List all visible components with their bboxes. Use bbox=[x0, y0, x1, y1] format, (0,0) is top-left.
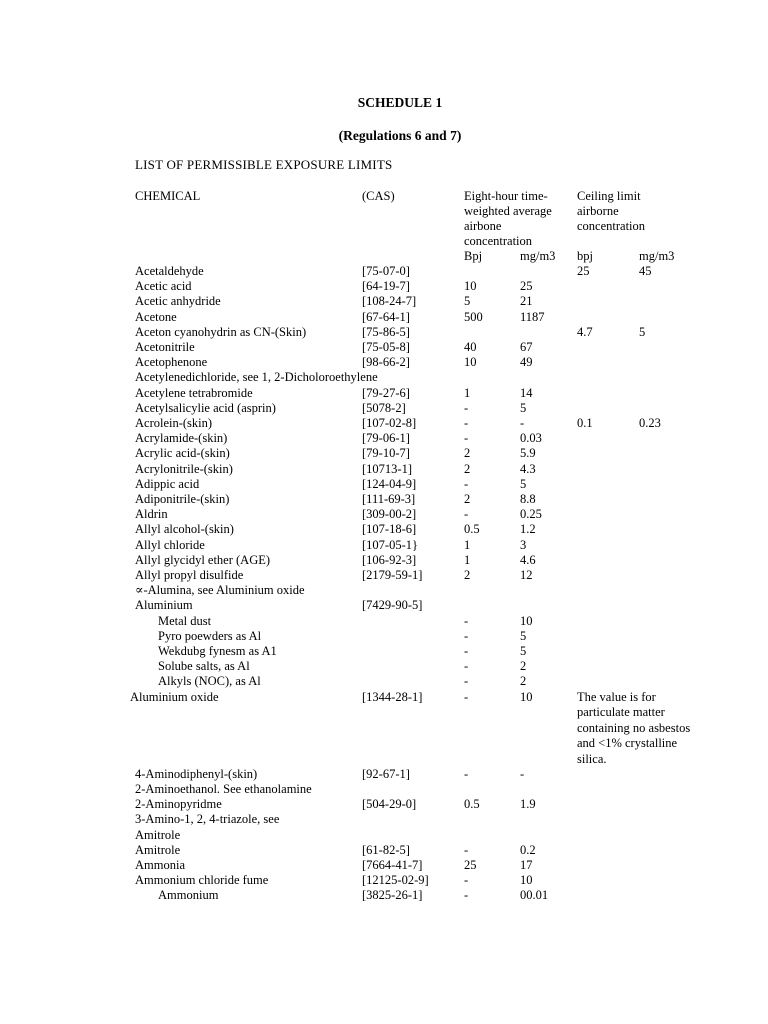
table-row bbox=[0, 538, 768, 553]
table-row bbox=[0, 325, 768, 340]
twa-mgm3-value: 1.2 bbox=[520, 522, 536, 537]
twa-bpj-value: 500 bbox=[464, 309, 483, 324]
schedule-title: SCHEDULE 1 bbox=[357, 95, 443, 110]
twa-mgm3-value: 10 bbox=[520, 873, 533, 888]
chemical-name: Aceton cyanohydrin as CN-(Skin) bbox=[135, 324, 307, 339]
twa-mgm3-value: 5 bbox=[520, 644, 527, 658]
chemical-name: 2-Aminopyridme bbox=[135, 797, 222, 812]
chemical-name: Acetaldehyde bbox=[135, 264, 204, 278]
table-row bbox=[0, 873, 768, 888]
twa-bpj-value: - bbox=[464, 842, 469, 857]
twa-mgm3-value: 3 bbox=[520, 537, 527, 552]
chemical-name: 4-Aminodiphenyl-(skin) bbox=[135, 766, 258, 781]
twa-mgm3-value: 12 bbox=[520, 568, 533, 582]
chemical-name: Pyro poewders as Al bbox=[158, 628, 262, 643]
cas-number: [1344-28-1] bbox=[362, 689, 423, 704]
chemical-name: Acrylic acid-(skin) bbox=[135, 446, 230, 461]
chemical-name: Allyl propyl disulfide bbox=[135, 568, 244, 582]
chemical-name: Acetylenedichloride, see 1, 2-Dicholoroethylene bbox=[135, 370, 378, 385]
twa-bpj-value: - bbox=[464, 431, 469, 446]
chemical-name: Acetic acid bbox=[135, 279, 192, 294]
twa-mgm3-value: 5.9 bbox=[520, 446, 536, 461]
twa-bpj-value: 10 bbox=[464, 355, 477, 370]
table-row bbox=[0, 310, 768, 325]
cas-number: [79-10-7] bbox=[362, 446, 410, 461]
twa-bpj-value: 5 bbox=[464, 294, 471, 309]
chemical-name: Acetic anhydride bbox=[135, 294, 221, 309]
header-ceil-unit-mgm3: mg/m3 bbox=[639, 249, 675, 263]
cas-number: [7664-41-7] bbox=[362, 858, 423, 872]
twa-mgm3-value: 10 bbox=[520, 613, 533, 628]
ceiling-bpj-value: 0.1 bbox=[577, 416, 593, 430]
twa-bpj-value: 2 bbox=[464, 492, 471, 506]
chemical-name: Amitrole bbox=[135, 827, 181, 842]
header-cas: (CAS) bbox=[362, 189, 395, 203]
twa-mgm3-value: 00.01 bbox=[520, 888, 549, 903]
twa-mgm3-value: 21 bbox=[520, 294, 533, 309]
table-row bbox=[0, 614, 768, 629]
chemical-name: Solube salts, as Al bbox=[158, 659, 250, 674]
twa-mgm3-value: 5 bbox=[520, 400, 527, 415]
twa-bpj-value: - bbox=[464, 644, 469, 658]
ceiling-mgm3-value: 45 bbox=[639, 264, 652, 278]
chemical-name: ∝-Alumina, see Aluminium oxide bbox=[135, 583, 305, 598]
ceiling-bpj-value: 25 bbox=[577, 264, 590, 278]
header-chemical: CHEMICAL bbox=[135, 189, 201, 203]
cas-number: [75-07-0] bbox=[362, 264, 410, 278]
chemical-name: Acetophenone bbox=[135, 355, 208, 370]
cas-number: [504-29-0] bbox=[362, 797, 417, 812]
chemical-name: Amitrole bbox=[135, 842, 181, 857]
cas-number: [7429-90-5] bbox=[362, 598, 423, 613]
chemical-name: Allyl chloride bbox=[135, 537, 205, 552]
chemical-name: Ammonium bbox=[158, 888, 219, 903]
ceiling-bpj-value: 4.7 bbox=[577, 324, 593, 339]
table-row bbox=[0, 522, 768, 537]
table-row bbox=[0, 659, 768, 674]
table-row bbox=[0, 674, 768, 689]
chemical-name: Acetonitrile bbox=[135, 340, 195, 354]
twa-bpj-value: 2 bbox=[464, 446, 471, 461]
cas-number: [75-86-5] bbox=[362, 324, 410, 339]
twa-mgm3-value: 25 bbox=[520, 279, 533, 294]
chemical-name: Allyl glycidyl ether (AGE) bbox=[135, 552, 271, 567]
twa-bpj-value: - bbox=[464, 659, 469, 674]
table-row bbox=[0, 797, 768, 812]
ceiling-mgm3-value: 5 bbox=[639, 324, 646, 339]
twa-mgm3-value: 0.03 bbox=[520, 431, 542, 446]
chemical-name: Aldrin bbox=[135, 507, 168, 522]
table-row bbox=[0, 553, 768, 568]
twa-mgm3-value: 49 bbox=[520, 355, 533, 370]
table-row bbox=[0, 843, 768, 858]
twa-mgm3-value: 2 bbox=[520, 674, 527, 689]
table-row bbox=[0, 294, 768, 309]
twa-bpj-value: 10 bbox=[464, 279, 477, 294]
header-twa-unit-bpj: Bpj bbox=[464, 249, 483, 263]
header-ceiling-line: airborne bbox=[577, 204, 619, 218]
header-twa bbox=[464, 189, 552, 249]
header-twa-line: concentration bbox=[464, 234, 533, 248]
twa-mgm3-value: 67 bbox=[520, 340, 533, 354]
cas-number: [79-06-1] bbox=[362, 431, 410, 446]
table-row bbox=[0, 888, 768, 903]
header-twa-line: airbone bbox=[464, 219, 502, 233]
chemical-name: Allyl alcohol-(skin) bbox=[135, 522, 234, 537]
twa-mgm3-value: 1187 bbox=[520, 309, 545, 324]
cas-number: [111-69-3] bbox=[362, 492, 416, 506]
twa-bpj-value: - bbox=[464, 628, 469, 643]
table-row bbox=[0, 462, 768, 477]
twa-bpj-value: - bbox=[464, 400, 469, 415]
chemical-name: 2-Aminoethanol. See ethanolamine bbox=[135, 782, 312, 796]
twa-bpj-value: 40 bbox=[464, 340, 477, 354]
cas-number: [67-64-1] bbox=[362, 309, 410, 324]
table-row bbox=[0, 477, 768, 492]
table-row bbox=[0, 767, 768, 782]
table-row bbox=[0, 492, 768, 507]
chemical-name: 3-Amino-1, 2, 4-triazole, see bbox=[135, 812, 280, 827]
table-row bbox=[0, 812, 768, 827]
table-row bbox=[0, 828, 768, 843]
table-row bbox=[0, 355, 768, 370]
table-row bbox=[0, 279, 768, 294]
cas-number: [10713-1] bbox=[362, 461, 412, 476]
twa-mgm3-value: 0.2 bbox=[520, 842, 536, 857]
twa-bpj-value: 2 bbox=[464, 461, 471, 476]
twa-mgm3-value: 8.8 bbox=[520, 492, 536, 506]
cas-number: [108-24-7] bbox=[362, 294, 417, 309]
cas-number: [61-82-5] bbox=[362, 842, 410, 857]
twa-bpj-value: 1 bbox=[464, 552, 471, 567]
cas-number: [12125-02-9] bbox=[362, 873, 429, 888]
ceiling-mgm3-value: 0.23 bbox=[639, 416, 661, 430]
chemical-name: Acetylene tetrabromide bbox=[135, 385, 253, 400]
twa-bpj-value: 0.5 bbox=[464, 522, 480, 537]
chemical-name: Acrylamide-(skin) bbox=[135, 431, 228, 446]
chemical-name: Adiponitrile-(skin) bbox=[135, 492, 230, 506]
table-row bbox=[0, 568, 768, 583]
table-row bbox=[0, 644, 768, 659]
list-title: LIST OF PERMISSIBLE EXPOSURE LIMITS bbox=[135, 157, 393, 172]
cas-number: [92-67-1] bbox=[362, 766, 410, 781]
chemical-name: Acrylonitrile-(skin) bbox=[135, 461, 233, 476]
header-twa-unit-mgm3: mg/m3 bbox=[520, 249, 556, 263]
twa-mgm3-value: 5 bbox=[520, 628, 527, 643]
header-twa-line: weighted average bbox=[464, 204, 552, 218]
twa-mgm3-value: 0.25 bbox=[520, 507, 542, 522]
table-row bbox=[0, 431, 768, 446]
cas-number: [3825-26-1] bbox=[362, 888, 423, 903]
chemical-name: Aluminium oxide bbox=[130, 689, 219, 704]
cas-number: [98-66-2] bbox=[362, 355, 410, 370]
header-ceil-unit-bpj: bpj bbox=[577, 249, 593, 263]
twa-bpj-value: - bbox=[464, 873, 469, 888]
cas-number: [107-18-6] bbox=[362, 522, 417, 537]
chemical-name: Wekdubg fynesm as A1 bbox=[158, 644, 277, 658]
cas-number: [107-05-1} bbox=[362, 537, 418, 552]
table-row bbox=[0, 416, 768, 431]
header-ceiling bbox=[577, 189, 645, 234]
cas-number: [107-02-8] bbox=[362, 416, 417, 430]
cas-number: [106-92-3] bbox=[362, 552, 417, 567]
twa-bpj-value: 1 bbox=[464, 385, 471, 400]
twa-bpj-value: - bbox=[464, 416, 469, 430]
table-row bbox=[0, 340, 768, 355]
header-twa-line: Eight-hour time- bbox=[464, 189, 548, 203]
chemical-name: Aluminium bbox=[135, 598, 193, 613]
header-ceiling-line: Ceiling limit bbox=[577, 189, 641, 203]
table-row bbox=[0, 264, 768, 279]
twa-mgm3-value: 5 bbox=[520, 476, 527, 491]
table-row bbox=[0, 858, 768, 873]
table-row bbox=[0, 370, 768, 385]
twa-mgm3-value: 10 bbox=[520, 689, 533, 704]
header-ceiling-line: concentration bbox=[577, 219, 646, 233]
twa-mgm3-value: - bbox=[520, 766, 525, 781]
twa-bpj-value: 2 bbox=[464, 568, 471, 582]
chemical-name: Acetone bbox=[135, 309, 177, 324]
twa-mgm3-value: 2 bbox=[520, 659, 527, 674]
cas-number: [79-27-6] bbox=[362, 385, 410, 400]
regulations-subtitle: (Regulations 6 and 7) bbox=[338, 128, 462, 143]
row-note: The value is for particulate matter containing no asbestos and <1% crystalline silica. bbox=[577, 689, 691, 766]
cas-number: [5078-2] bbox=[362, 400, 406, 415]
twa-bpj-value: - bbox=[464, 766, 469, 781]
table-row bbox=[0, 446, 768, 461]
cas-number: [2179-59-1] bbox=[362, 568, 423, 582]
twa-bpj-value: - bbox=[464, 674, 469, 689]
table-row bbox=[0, 401, 768, 416]
cas-number: [309-00-2] bbox=[362, 507, 417, 522]
chemical-name: Acetylsalicylie acid (asprin) bbox=[135, 400, 276, 415]
twa-mgm3-value: 4.6 bbox=[520, 552, 536, 567]
cas-number: [75-05-8] bbox=[362, 340, 410, 354]
twa-bpj-value: 0.5 bbox=[464, 797, 480, 812]
chemical-name: Ammonia bbox=[135, 858, 185, 872]
twa-bpj-value: - bbox=[464, 476, 469, 491]
twa-bpj-value: - bbox=[464, 888, 469, 903]
twa-mgm3-value: - bbox=[520, 416, 525, 430]
table-row bbox=[0, 386, 768, 401]
twa-mgm3-value: 4.3 bbox=[520, 461, 536, 476]
chemical-name: Acrolein-(skin) bbox=[135, 416, 213, 430]
table-row bbox=[0, 629, 768, 644]
twa-mgm3-value: 14 bbox=[520, 385, 533, 400]
table-row bbox=[0, 583, 768, 598]
twa-mgm3-value: 17 bbox=[520, 858, 533, 872]
twa-bpj-value: - bbox=[464, 507, 469, 522]
chemical-name: Adippic acid bbox=[135, 476, 200, 491]
twa-bpj-value: 1 bbox=[464, 537, 471, 552]
twa-bpj-value: - bbox=[464, 613, 469, 628]
chemical-name: Metal dust bbox=[158, 613, 212, 628]
cas-number: [64-19-7] bbox=[362, 279, 410, 294]
table-row bbox=[0, 507, 768, 522]
table-row bbox=[0, 782, 768, 797]
twa-mgm3-value: 1.9 bbox=[520, 797, 536, 812]
chemical-name: Ammonium chloride fume bbox=[135, 873, 269, 888]
table-row bbox=[0, 598, 768, 613]
twa-bpj-value: 25 bbox=[464, 858, 477, 872]
cas-number: [124-04-9] bbox=[362, 476, 417, 491]
chemical-name: Alkyls (NOC), as Al bbox=[158, 674, 261, 689]
twa-bpj-value: - bbox=[464, 689, 469, 704]
